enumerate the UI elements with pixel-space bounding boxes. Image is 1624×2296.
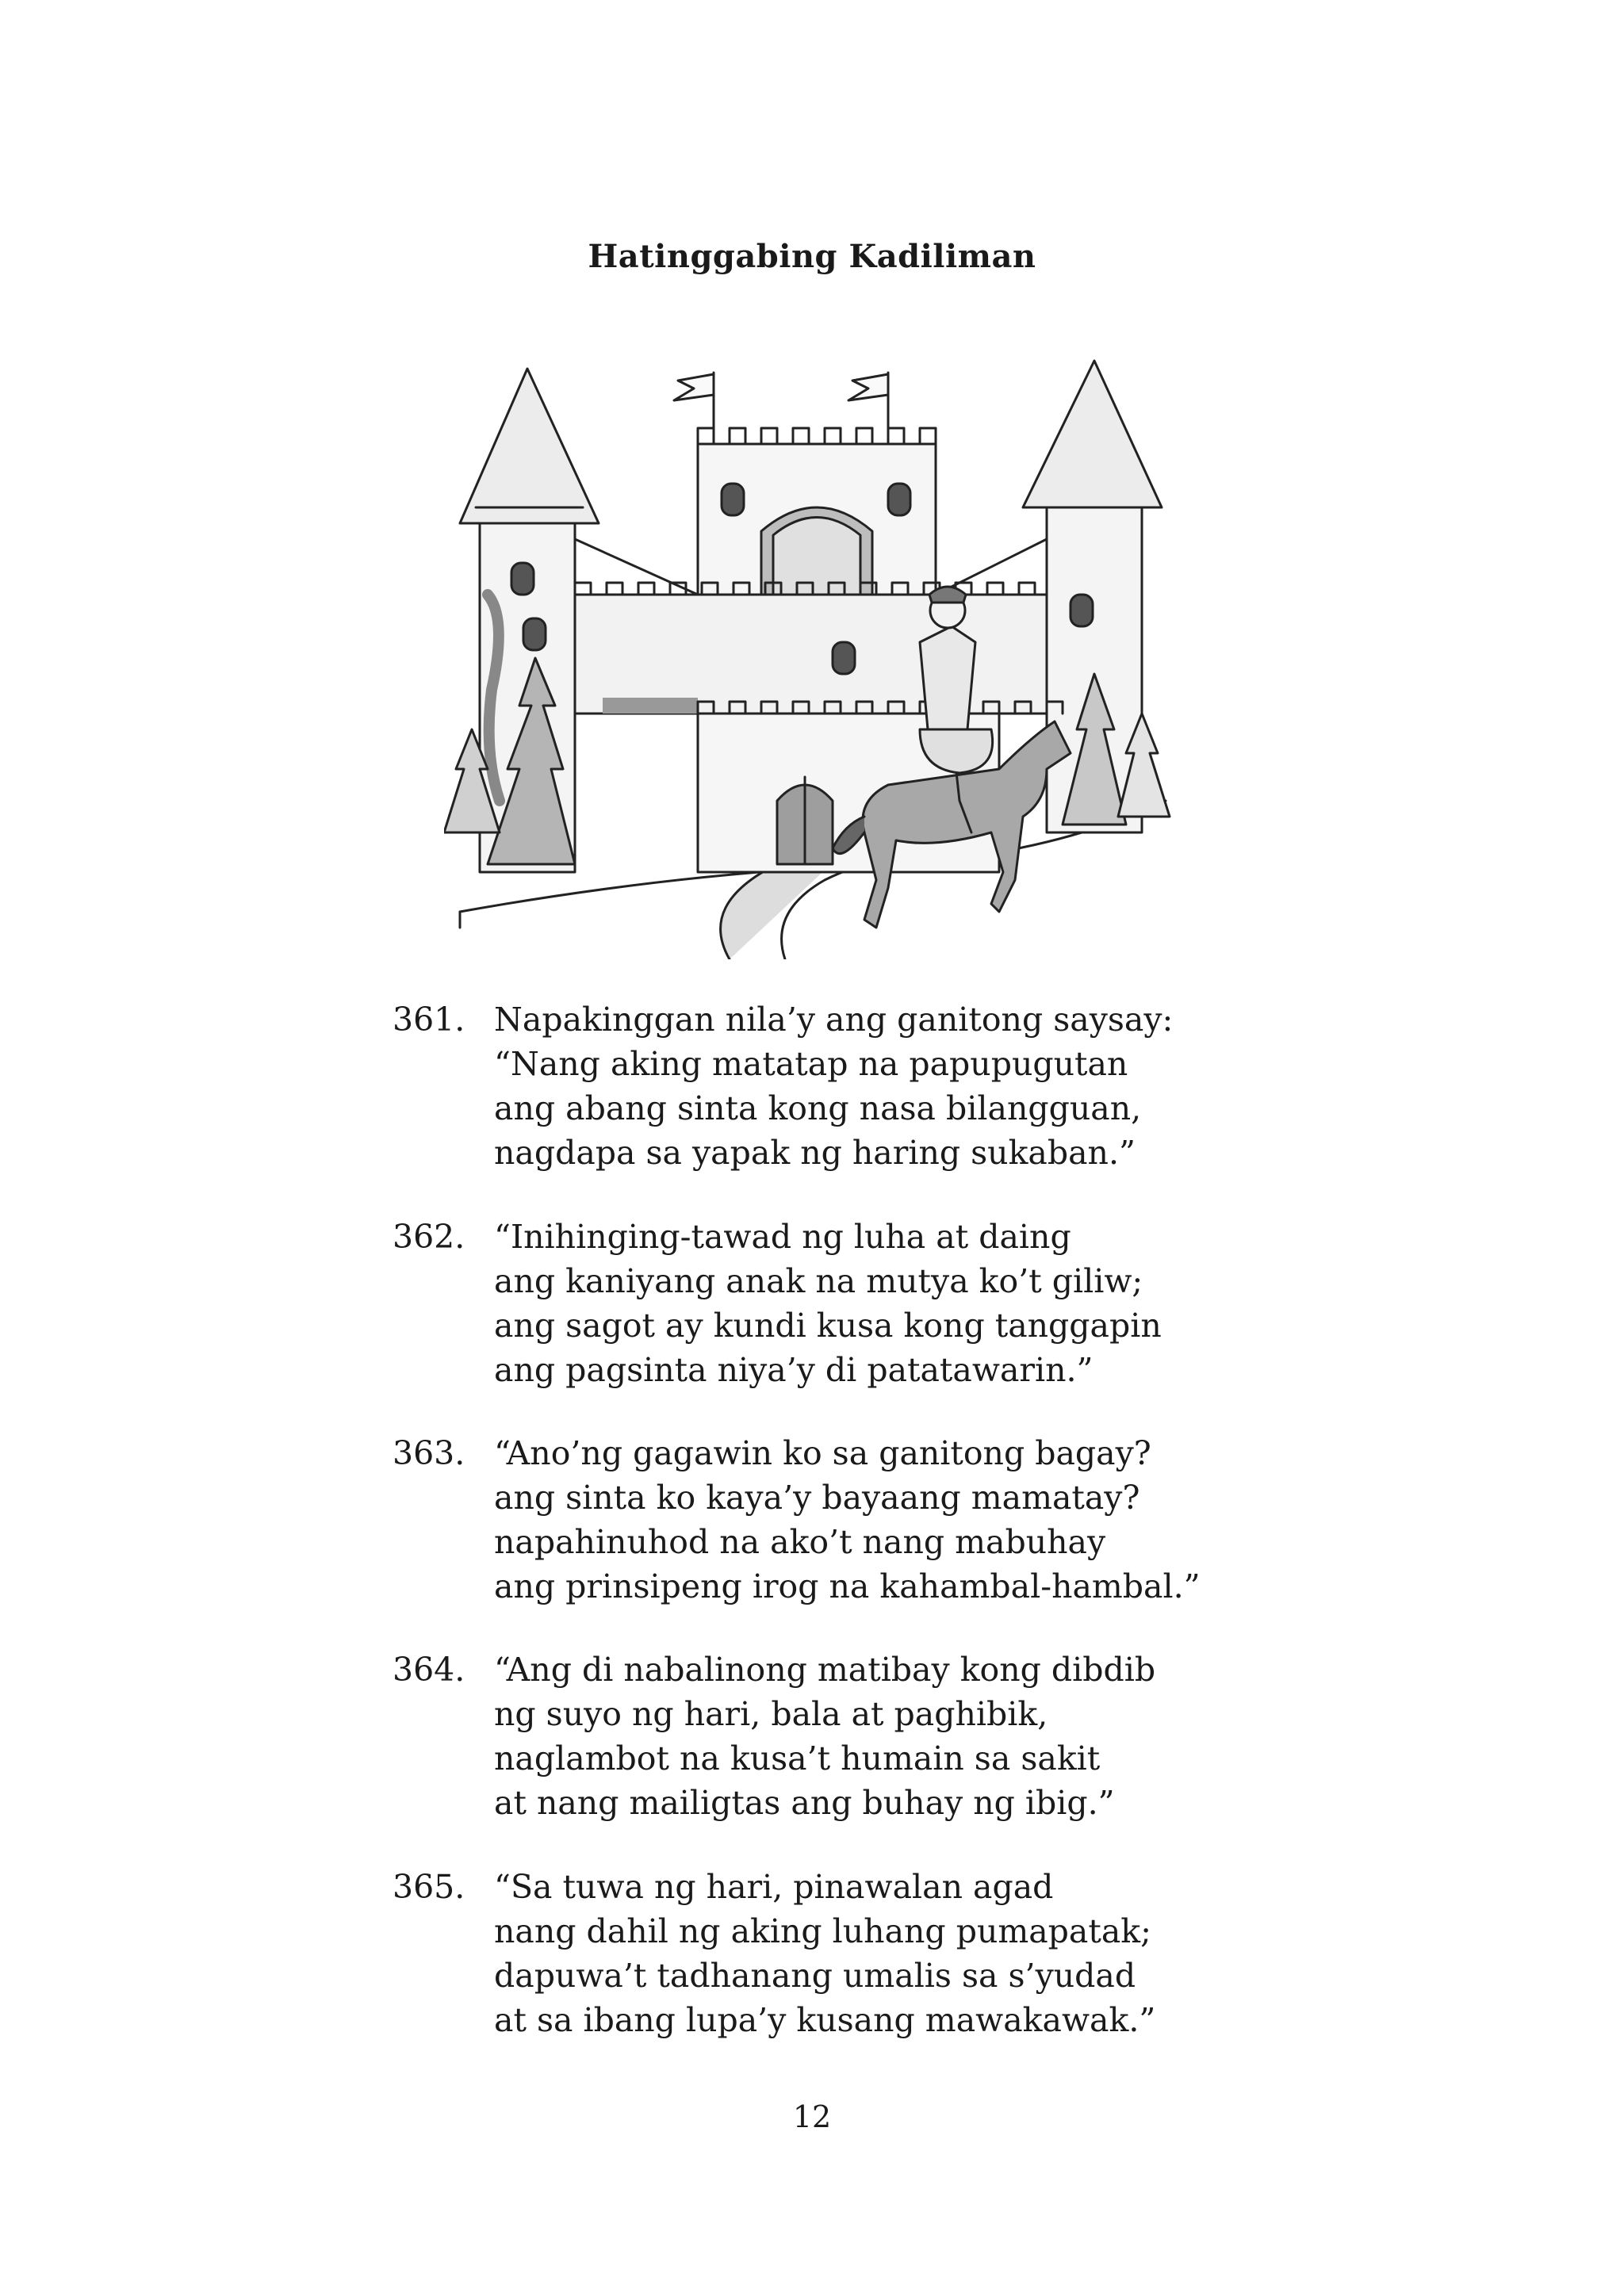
- stanza-lines: [494, 1431, 1271, 1609]
- stanza-number: 361.: [393, 1001, 465, 1039]
- verse-line: ang sagot ay kundi kusa kong tanggapin: [494, 1307, 1162, 1345]
- verse-line: ang kaniyang anak na mutya ko’t giliw;: [494, 1262, 1143, 1300]
- stanza-number: 362.: [393, 1218, 465, 1256]
- verse-line: at sa ibang lupa’y kusang mawakawak.”: [494, 2001, 1156, 2039]
- stanza-lines: [494, 1865, 1271, 2042]
- verse-line: “Ano’ng gagawin ko sa ganitong bagay?: [494, 1434, 1151, 1472]
- verse-line: ang sinta ko kaya’y bayaang mamatay?: [494, 1479, 1140, 1517]
- verse-line: nang dahil ng aking luhang pumapatak;: [494, 1912, 1151, 1950]
- verse-line: Napakinggan nila’y ang ganitong saysay:: [494, 1001, 1174, 1039]
- stanza-lines: [494, 997, 1271, 1175]
- stanza-number: 363.: [393, 1434, 465, 1472]
- verse-line: ang prinsipeng irog na kahambal-hambal.”: [494, 1567, 1201, 1605]
- verse-line: at nang mailigtas ang buhay ng ibig.”: [494, 1784, 1115, 1822]
- right-tower-roof: [1023, 361, 1162, 507]
- page-number: 12: [792, 2099, 832, 2134]
- verse-line: ang pagsinta niya’y di patatawarin.”: [494, 1351, 1094, 1389]
- verse-line: “Nang aking matatap na papupugutan: [494, 1045, 1128, 1083]
- verse-line: ng suyo ng hari, bala at paghibik,: [494, 1695, 1048, 1733]
- left-tower-roof: [460, 369, 599, 523]
- stanza-number: 365.: [393, 1868, 465, 1906]
- verse-line: ang abang sinta kong nasa bilangguan,: [494, 1089, 1142, 1127]
- stanza-lines: [494, 1215, 1271, 1392]
- page-title: Hatinggabing Kadiliman: [588, 238, 1036, 275]
- verse-line: nagdapa sa yapak ng haring sukaban.”: [494, 1134, 1136, 1172]
- verse-line: “Sa tuwa ng hari, pinawalan agad: [494, 1868, 1054, 1906]
- verse-line: naglambot na kusa’t humain sa sakit: [494, 1739, 1101, 1777]
- verse-line: “Inihinging-tawad ng luha at daing: [494, 1218, 1071, 1256]
- verse-line: dapuwa’t tadhanang umalis sa s’yudad: [494, 1957, 1136, 1995]
- castle-illustration: [444, 357, 1182, 959]
- verse-line: napahinuhod na ako’t nang mabuhay: [494, 1523, 1106, 1561]
- stanza-lines: [494, 1647, 1271, 1825]
- stanza-number: 364.: [393, 1651, 465, 1689]
- verse-line: “Ang di nabalinong matibay kong dibdib: [494, 1651, 1156, 1689]
